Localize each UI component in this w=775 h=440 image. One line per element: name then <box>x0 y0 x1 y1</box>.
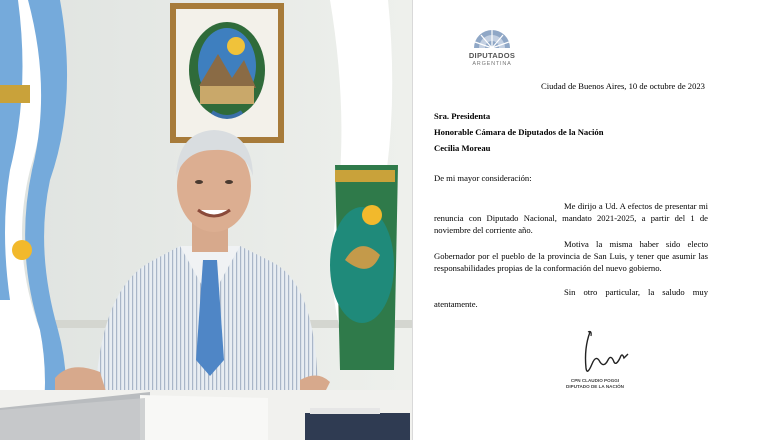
signature-title: DIPUTADO DE LA NACIÓN <box>566 384 624 389</box>
paragraph-1: Me dirijo a Ud. A efectos de presentar mi renuncia con Diputado Nacional, mandato 2021-2025, a partir del 1 de noviembre del corriente año. <box>434 201 708 236</box>
salutation: De mi mayor consideración: <box>434 173 532 183</box>
recipient-institution: Honorable Cámara de Diputados de la Nación <box>434 127 604 137</box>
recipient-name: Cecilia Moreau <box>434 143 491 153</box>
san-luis-flag <box>330 0 398 370</box>
recipient-title: Sra. Presidenta <box>434 111 491 121</box>
signature-name: CPN CLAUDIO POGGI <box>570 378 620 383</box>
handwritten-signature <box>578 328 638 378</box>
signature-block <box>561 378 629 390</box>
chamber-dome-icon <box>470 28 514 50</box>
paragraph-3: Sin otro particular, la saludo muy atentamente. <box>434 287 708 310</box>
paragraph-2: Motiva la misma haber sido electo Gobernador por el pueblo de la provincia de San Luis, y tener que asumir las responsabilidades propias de la conformación del nuevo gobierno. <box>434 239 708 274</box>
diputados-logo <box>462 28 522 67</box>
logo-name: DIPUTADOS <box>468 51 516 60</box>
place-and-date: Ciudad de Buenos Aires, 10 de octubre de 2023 <box>541 81 705 91</box>
framed-coat-of-arms <box>170 3 284 143</box>
logo-country: ARGENTINA <box>472 61 512 67</box>
